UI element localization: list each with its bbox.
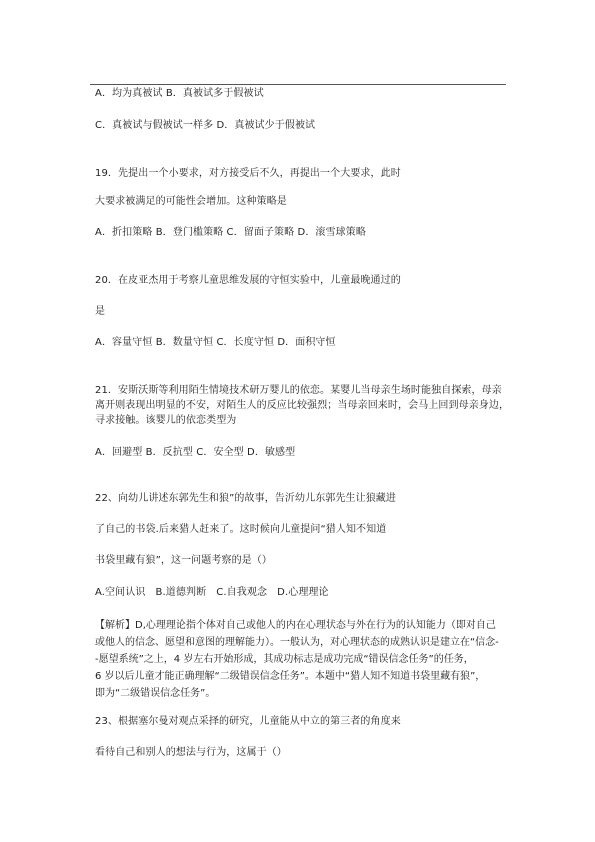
analysis-line: 即为“二级错误信念任务”。 <box>95 688 216 699</box>
q23-stem-line2: 看待自己和别人的想法与行为，这属于（） <box>95 747 287 758</box>
q19-stem-line1: 19．先提出一个小要求，对方接受后不久，再提出一个大要求，此时 <box>95 168 401 179</box>
q21-stem-line3: 寻求接触。该婴儿的依恋类型为 <box>95 415 237 426</box>
q23-stem-line1: 23、根据塞尔曼对观点采择的研究，儿童能从中立的第三者的角度来 <box>95 716 401 727</box>
analysis-line: 【解析】D,心理理论指个体对自己或他人的内在心理状态与外在行为的认知能力（即对自己 <box>95 620 496 631</box>
q22-options: A.空间认识 B.道德判断 C.自我观念 D.心理理论 <box>95 587 329 598</box>
analysis-line: 6 岁以后儿童才能正确理解“二级错误信念任务”。本题中“猎人知不知道书袋里藏有狼”， <box>95 671 486 682</box>
header-rule <box>90 84 506 85</box>
q22-stem-line1: 22、向幼儿讲述东郭先生和狼”的故事，告沂幼儿东郭先生让狼藏进 <box>95 493 397 504</box>
q21-options: A．回避型 B．反抗型 C．安全型 D．敏感型 <box>95 447 296 458</box>
q20-options: A．容量守恒 B．数量守恒 C．长度守恒 D．面积守恒 <box>95 337 336 348</box>
q22-stem-line3: 书袋里藏有狼”，这一问题考察的是（） <box>95 555 272 566</box>
q18-options-line2: C．真被试与假被试一样多 D．真被试少于假被试 <box>95 120 316 131</box>
q20-stem-line1: 20．在皮亚杰用于考察儿童思维发展的守恒实验中，儿童最晚通过的 <box>95 275 401 286</box>
analysis-paragraph <box>95 617 507 702</box>
q21-stem-line1: 21．安斯沃斯等利用陌生情境技术研万婴儿的依恋。某婴儿当母亲生场时能独自探索，母亲 <box>95 385 502 396</box>
q21-stem-line2: 离开则表现出明显的不安，对陌生人的反应比较强烈；当母亲回来时，会马上回到母亲身边， <box>95 400 510 411</box>
q20-stem-line2: 是 <box>95 306 106 317</box>
q19-stem-line2: 大要求被满足的可能性会增加。这种策略是 <box>95 196 287 207</box>
q19-options: A．折扣策略 B．登门槛策略 C．留面子策略 D．滚雪球策略 <box>95 227 366 238</box>
q18-options-line1: A．均为真被试 B．真被试多于假被试 <box>95 88 264 99</box>
analysis-line: 或他人的信念、愿望和意图的理解能力）。一般认为，对心理状态的成熟认识是建立在“信念- <box>95 637 499 648</box>
analysis-line: -愿望系统”之上，4 岁左右开始形成，其成功标志是成功完成“错误信念任务”的任务， <box>95 654 474 665</box>
q22-stem-line2: 了自己的书袋.后来猎人赶来了。这时候向儿童提问“猎人知不知道 <box>95 524 387 535</box>
